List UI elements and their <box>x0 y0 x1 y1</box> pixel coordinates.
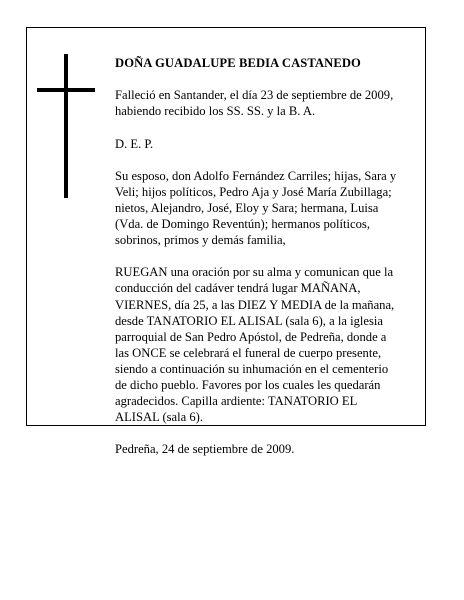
obituary-text <box>115 39 420 474</box>
place-date: Pedreña, 24 de septiembre de 2009. <box>115 442 295 457</box>
cross-vertical-bar <box>64 54 68 198</box>
rip-line: D. E. P. <box>115 136 154 151</box>
cross-horizontal-bar <box>37 88 95 92</box>
obituary-notice <box>26 27 426 457</box>
death-line: Falleció en Santander, el día 23 de septiembre de 2009, habiendo recibido los SS. SS. y la B. A. <box>115 88 394 119</box>
funeral-request: RUEGAN una oración por su alma y comunican que la conducción del cadáver tendrá lugar MAÑANA, VIERNES, día 25, a las DIEZ Y MEDIA de la mañana, desde TANATORIO EL ALISAL (sala 6), a la iglesia parroquial de San Pedro Apóstol, de Pedreña, donde a las ONCE se celebrará el funeral de cuerpo presente, siendo a continuación su inhumación en el cementerio de dicho pueblo. Favores por los cuales les quedarán agradecidos. Capilla ardiente: TANATORIO EL ALISAL (sala 6). <box>115 265 395 425</box>
deceased-name: DOÑA GUADALUPE BEDIA CASTANEDO <box>115 56 361 71</box>
cross-icon <box>37 54 95 198</box>
family-list: Su esposo, don Adolfo Fernández Carriles; hijas, Sara y Veli; hijos políticos, Pedro Aja y José María Zubillaga; nietos, Alejandro, José, Eloy y Sara; hermana, Luisa (Vda. de Domingo Reventún); hermanos políticos, sobrinos, primos y demás familia, <box>115 168 397 248</box>
